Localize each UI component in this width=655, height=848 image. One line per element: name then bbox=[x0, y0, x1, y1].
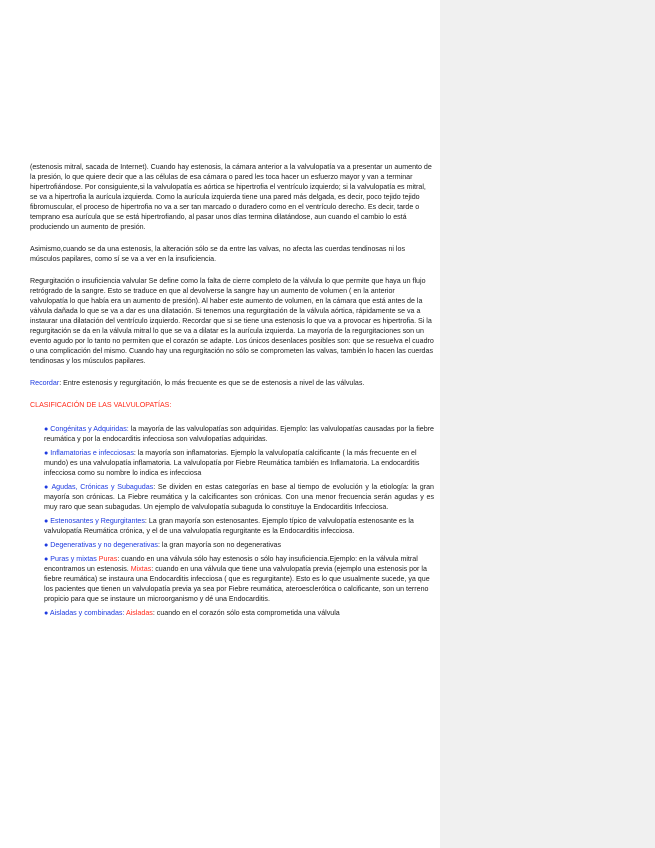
bullet-icon: ● bbox=[44, 425, 49, 433]
list-item bbox=[44, 540, 434, 550]
list-item bbox=[44, 448, 434, 478]
bullet-icon: ● bbox=[44, 609, 49, 617]
paragraph-asimismo: Asimismo,cuando se da una estenosis, la alteración sólo se da entre las valvas, no afecta las cuerdas tendinosas ni los músculos papilares, como sí se va a ver en la insuficiencia. bbox=[30, 245, 405, 263]
item-label: Puras y mixtas bbox=[50, 555, 97, 563]
recordar-text: : Entre estenosis y regurgitación, lo más frecuente es que se de estenosis a nivel de las válvulas. bbox=[59, 379, 365, 387]
bullet-icon: ● bbox=[44, 483, 50, 491]
item-text: : Se dividen en estas categorías en base al tiempo de evolución y la etiología: la gran mayoría son crónicas. La Fiebre reumática y la calcificantes son crónicas. Con una menor frecuencia serán agudas y es muy raro que sean subagudas. Un ejemplo de valvulopatía subaguda lo constituye la Endocarditis Infecciosa. bbox=[44, 483, 434, 511]
list-item bbox=[44, 554, 434, 604]
item-label: Aisladas y combinadas: bbox=[49, 609, 125, 617]
item-text: : la gran mayoría son no degenerativas bbox=[157, 541, 281, 549]
bullet-icon: ● bbox=[44, 449, 49, 457]
list-item bbox=[44, 516, 434, 536]
list-item bbox=[44, 482, 434, 512]
bullet-icon: ● bbox=[44, 541, 49, 549]
item-label: Degenerativas y no degenerativas bbox=[50, 541, 158, 549]
bullet-icon: ● bbox=[44, 555, 49, 563]
classification-heading: CLASIFICACIÓN DE LAS VALVULOPATÍAS: bbox=[30, 401, 172, 409]
list-item bbox=[44, 424, 434, 444]
bullet-icon: ● bbox=[44, 517, 49, 525]
item-label: Agudas, Crónicas y Subagudas bbox=[51, 483, 154, 491]
item-text: la mayoría de las valvulopatías son adquiridas. Ejemplo: las valvulopatías causadas por la fiebre reumática y por la endocarditis infecciosa son valvulopatías adquiridas. bbox=[44, 425, 434, 443]
paragraph-regurgitation: Regurgitación o insuficiencia valvular Se define como la falta de cierre completo de la válvula lo que permite que haya un flujo retrógrado de la sangre. Esto se traduce en que al devolverse la sangre hay un aumento de volumen ( en la anterior valvulopatía lo que había era un aumento de presión). Al haber este aumento de volumen, en la cámara que está antes de la válvula dañada lo que se va a dar es una dilatación. Si tenemos una regurgitación de la válvula aórtica, rápidamente se va a instaurar una dilatación del ventrículo izquierdo. Recordar que si se tiene una estenosis lo que va a provocar es hipertrofia. Si la regurgitación se da en la válvula mitral lo que se va a dilatar es la aurícula izquierda. La mayoría de la regurgitaciones son un evento agudo por lo tanto no permiten que el corazón se adapte. Los únicos desenlaces posibles son: que se resuelva el cuadro o una complicación del mismo. Cuando hay una regurgitación no sólo se comprometen las valvas, también lo hacen las cuerdas tendinosas y los músculos papilares. bbox=[30, 277, 434, 365]
item-label: Inflamatorias e infecciosas bbox=[50, 449, 134, 457]
item-label: Congénitas y Adquiridas: bbox=[50, 425, 129, 433]
item-text: : cuando en una válvula que tiene una valvulopatía previa (ejemplo una estenosis por la fiebre reumática) se instaura una Endocarditis infecciosa ( que es regurgitante). Esto es lo que usualmente sucede, ya que los pacientes que tienen un valvulopatía previa ya sea por Fiebre reumática, ateroesclerótica o calcificante, son un terreno propicio para que se instaure un microorganismo y dé una Endocarditis. bbox=[44, 565, 430, 603]
item-sublabel: Aisladas bbox=[124, 609, 153, 617]
comments-sidebar bbox=[440, 0, 655, 848]
classification-list bbox=[44, 424, 434, 618]
item-sublabel: Puras bbox=[96, 555, 118, 563]
document-page bbox=[30, 162, 434, 622]
paragraph-stenosis: (estenosis mitral, sacada de Internet). Cuando hay estenosis, la cámara anterior a la valvulopatía va a presentar un aumento de la presión, lo que quiere decir que a las células de esa cámara o pared les toca hacer un esfuerzo mayor y van a terminar hipertrofiándose. Por consiguiente,si la valvulopatía es aórtica se hipertrofia el ventrículo izquierdo; si la valvulopatía es mitral, se va a hipertrofia la aurícula izquierda. Como la aurícula izquierda tiene una pared más delgada, es decir, poco tejido tejido fibromuscular, el proceso de hipertrofia no va a ser tan marcado o duradero como en el ventrículo derecho. Es decir, tarde o temprano esa aurícula que se está hipertrofiando, al pasar unos días termina dilatándose, aun cuando el cambio lo está produciendo un aumento de presión. bbox=[30, 163, 432, 231]
paragraph-recordar bbox=[30, 378, 434, 388]
item-label: Estenosantes y Regurgitantes bbox=[50, 517, 145, 525]
item-text: : cuando en una válvula sólo hay estenosis o sólo hay insuficiencia.Ejemplo: en la válvula mitral encontramos un estenosis. bbox=[44, 555, 418, 573]
list-item bbox=[44, 608, 434, 618]
item-sublabel: Mixtas bbox=[130, 565, 152, 573]
item-text: : la mayoría son inflamatorias. Ejemplo la valvulopatía calcificante ( la más frecuente en el mundo) es una valvulopatía inflamatoria. La valvulopatía por Fiebre Reumática también es Inflamatoria. La endocarditis infecciosa como su nombre lo indica es infecciosa bbox=[44, 449, 420, 477]
recordar-label: Recordar bbox=[30, 379, 60, 387]
item-text: : La gran mayoría son estenosantes. Ejemplo típico de valvulopatía estenosante es la valvulopatía Reumática crónica, y el de una valvulopatía regurgitante es la Endocarditis infecciosa. bbox=[44, 517, 414, 535]
item-text: : cuando en el corazón sólo esta comprometida una válvula bbox=[152, 609, 340, 617]
